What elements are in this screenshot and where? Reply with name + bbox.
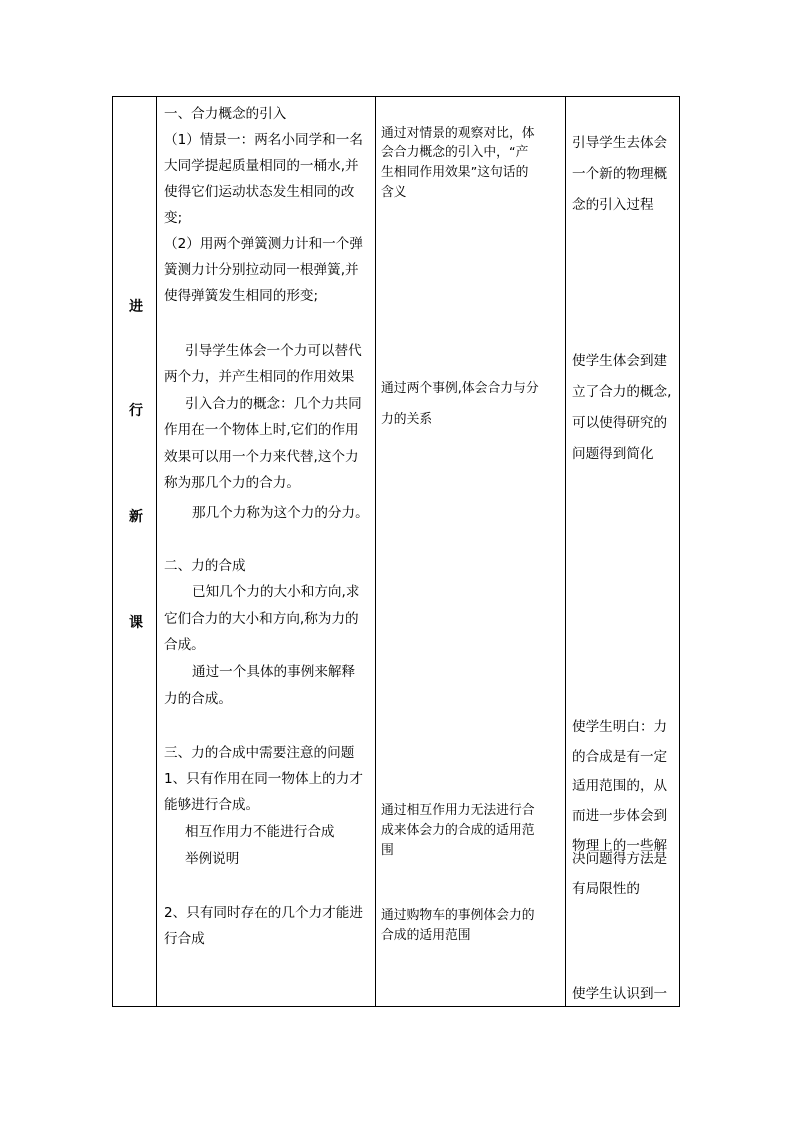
content-line: 举例说明	[185, 851, 240, 867]
student-line: 通过对情景的观察对比，体	[381, 126, 535, 141]
content-line: 相互作用力不能进行合成	[185, 824, 335, 840]
intent-line: 念的引入过程	[572, 197, 654, 213]
content-line: 通过一个具体的事例来解释	[192, 664, 356, 680]
content-line: 称为那几个力的合力。	[164, 475, 300, 491]
student-line: 通过购物车的事例体会力的	[381, 908, 535, 923]
student-line: 含义	[381, 185, 407, 200]
intent-line: 使学生明白：力	[572, 719, 668, 735]
student-line: 会合力概念的引入中，“产	[381, 145, 529, 160]
intent-line: 而进一步体会到	[572, 808, 668, 824]
content-line: 引导学生体会一个力可以替代	[185, 343, 362, 359]
intent-line: 立了合力的概念,	[572, 384, 672, 400]
content-line: 大同学提起质量相同的一桶水,并	[164, 158, 359, 174]
side-label-char: 新	[129, 509, 143, 525]
intent-line: 物理上的一些解	[572, 838, 668, 854]
student-line: 通过相互作用力无法进行合	[381, 803, 535, 818]
content-line: 那几个力称为这个力的分力。	[192, 505, 369, 521]
content-line: （1）情景一：两名小同学和一名	[164, 132, 363, 148]
intent-line: 适用范围的，从	[572, 778, 668, 794]
content-line: 使得它们运动状态发生相同的改	[164, 184, 355, 200]
content-line: 两个力，并产生相同的作用效果	[164, 369, 355, 385]
intent-line: 使学生认识到一	[572, 986, 668, 1002]
side-label-char: 进	[129, 299, 143, 315]
column-divider	[156, 97, 157, 1006]
content-line: 使得弹簧发生相同的形变;	[164, 288, 319, 304]
student-line: 成来体会力的合成的适用范	[381, 823, 535, 838]
student-line: 生相同作用效果”这句话的	[381, 165, 529, 180]
intent-line: 使学生体会到建	[572, 353, 668, 369]
content-line: 合成。	[164, 637, 205, 653]
content-line: 能够进行合成。	[164, 797, 260, 813]
content-line: 一、合力概念的引入	[164, 106, 287, 122]
content-line: 簧测力计分别拉动同一根弹簧,并	[164, 262, 359, 278]
content-line: 变;	[164, 210, 183, 226]
content-line: 行合成	[164, 931, 205, 947]
content-line: 引入合力的概念：几个力共同	[185, 396, 362, 412]
content-line: 已知几个力的大小和方向,求	[192, 584, 360, 600]
intent-line: 一个新的物理概	[572, 166, 668, 182]
content-line: 它们合力的大小和方向,称为力的	[164, 611, 359, 627]
intent-line: 的合成是有一定	[572, 749, 668, 765]
content-line: （2）用两个弹簧测力计和一个弹	[164, 236, 363, 252]
content-line: 二、力的合成	[164, 558, 246, 574]
intent-line: 决问题得方法是	[572, 851, 668, 867]
column-divider	[375, 97, 376, 1006]
content-line: 效果可以用一个力来代替,这个力	[164, 449, 359, 465]
student-line: 通过两个事例,体会合力与分	[381, 381, 539, 396]
student-line: 围	[381, 843, 394, 858]
intent-line: 问题得到简化	[572, 446, 654, 462]
content-line: 力的合成。	[164, 691, 232, 707]
intent-line: 引导学生去体会	[572, 135, 668, 151]
intent-line: 有局限性的	[572, 881, 640, 897]
student-line: 力的关系	[381, 412, 433, 427]
column-divider	[565, 97, 566, 1006]
content-line: 1、只有作用在同一物体上的力才	[164, 771, 363, 787]
content-line: 作用在一个物体上时,它们的作用	[164, 422, 359, 438]
content-line: 三、力的合成中需要注意的问题	[164, 745, 355, 761]
intent-line: 可以使得研究的	[572, 415, 668, 431]
student-line: 合成的适用范围	[381, 928, 471, 943]
side-label-char: 课	[129, 615, 143, 631]
side-label-char: 行	[129, 403, 143, 419]
content-line: 2、只有同时存在的几个力才能进	[164, 905, 363, 921]
lesson-table	[112, 96, 680, 1007]
